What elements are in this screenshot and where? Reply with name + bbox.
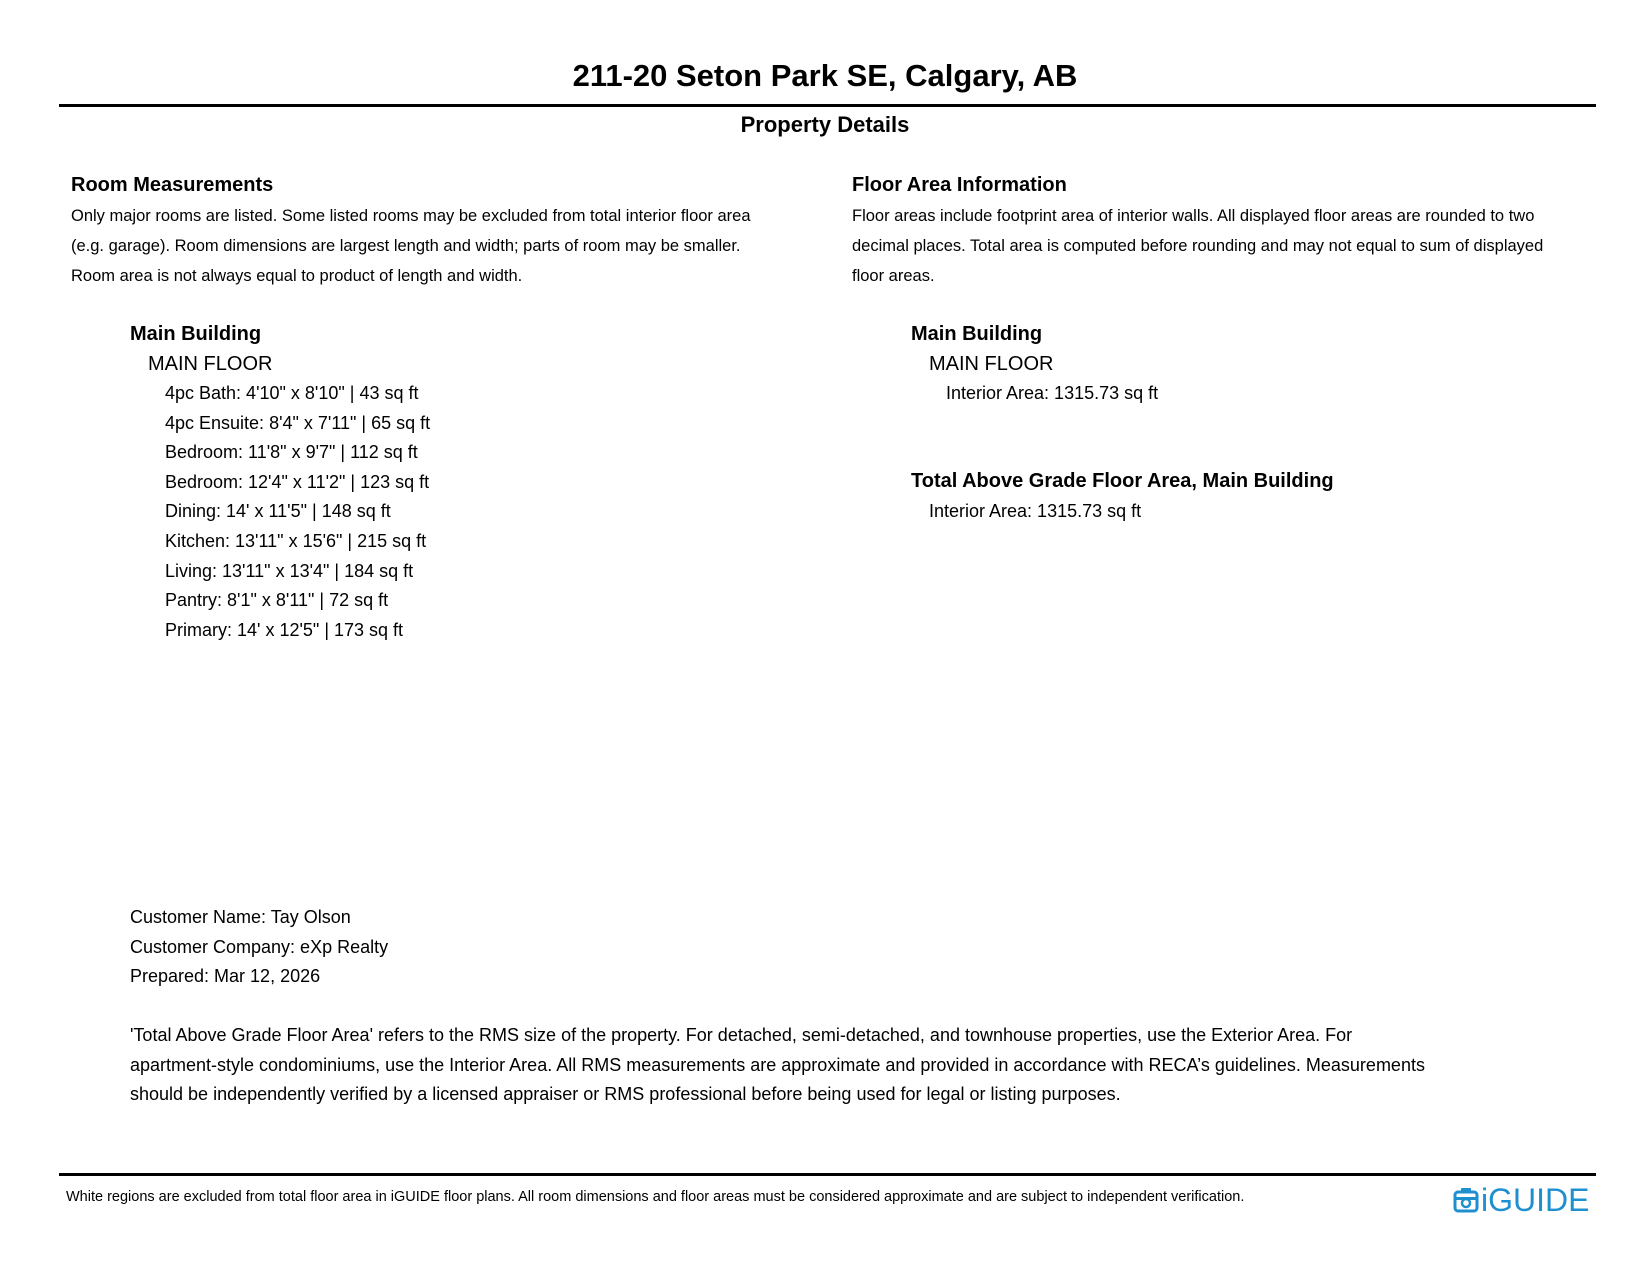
camera-icon bbox=[1453, 1186, 1479, 1214]
description-line: floor areas. bbox=[852, 267, 935, 285]
total-interior-area: Interior Area: 1315.73 sq ft bbox=[929, 501, 1142, 521]
room-measurements-description bbox=[71, 201, 831, 291]
room-item: Kitchen: 13'11" x 15'6" | 215 sq ft bbox=[165, 530, 427, 551]
room-item: Bedroom: 12'4" x 11'2" | 123 sq ft bbox=[165, 471, 430, 492]
iguide-logo bbox=[1453, 1182, 1589, 1218]
room-item: Dining: 14' x 11'5" | 148 sq ft bbox=[165, 501, 391, 522]
area-building-name: Main Building bbox=[911, 323, 1043, 345]
room-item: Living: 13'11" x 13'4" | 184 sq ft bbox=[165, 560, 414, 581]
room-list bbox=[165, 379, 430, 645]
footer-divider bbox=[59, 1173, 1596, 1176]
room-item: Bedroom: 11'8" x 9'7" | 112 sq ft bbox=[165, 442, 418, 463]
description-line: Only major rooms are listed. Some listed rooms may be excluded from total interior floor area bbox=[71, 207, 751, 225]
page-title: 211-20 Seton Park SE, Calgary, AB bbox=[572, 58, 1078, 93]
floor-interior-area: Interior Area: 1315.73 sq ft bbox=[946, 383, 1159, 403]
room-item: 4pc Ensuite: 8'4" x 7'11" | 65 sq ft bbox=[165, 412, 431, 433]
logo-text: iGUIDE bbox=[1481, 1182, 1590, 1218]
floor-area-heading: Floor Area Information bbox=[852, 174, 1067, 196]
room-item: Primary: 14' x 12'5" | 173 sq ft bbox=[165, 619, 404, 640]
customer-name: Customer Name: Tay Olson bbox=[130, 907, 351, 927]
room-floor-name: MAIN FLOOR bbox=[148, 353, 273, 375]
area-floor-name: MAIN FLOOR bbox=[929, 353, 1054, 375]
room-item: Pantry: 8'1" x 8'11" | 72 sq ft bbox=[165, 590, 389, 611]
prepared-date: Prepared: Mar 12, 2026 bbox=[130, 966, 321, 986]
disclaimer-line: apartment-style condominiums, use the Interior Area. All RMS measurements are approximate and provided in accordance with RECA’s guidelines. Measurements bbox=[130, 1054, 1425, 1075]
floor-area-description bbox=[852, 201, 1612, 291]
customer-info bbox=[130, 903, 388, 992]
description-line: Floor areas include footprint area of interior walls. All displayed floor areas are rounded to two bbox=[852, 207, 1535, 225]
disclaimer-line: should be independently verified by a licensed appraiser or RMS professional before being used for legal or listing purposes. bbox=[130, 1084, 1121, 1104]
description-line: (e.g. garage). Room dimensions are largest length and width; parts of room may be smaller. bbox=[71, 237, 741, 255]
total-area-heading: Total Above Grade Floor Area, Main Building bbox=[911, 470, 1334, 492]
description-line: Room area is not always equal to product of length and width. bbox=[71, 267, 523, 285]
disclaimer-line: 'Total Above Grade Floor Area' refers to the RMS size of the property. For detached, semi-detached, and townhouse properties, use the Exterior Area. For bbox=[130, 1025, 1353, 1045]
customer-company: Customer Company: eXp Realty bbox=[130, 936, 389, 957]
description-line: decimal places. Total area is computed before rounding and may not equal to sum of displayed bbox=[852, 237, 1544, 255]
room-item: 4pc Bath: 4'10" x 8'10" | 43 sq ft bbox=[165, 383, 419, 403]
page-subtitle: Property Details bbox=[740, 112, 910, 137]
room-building-name: Main Building bbox=[130, 323, 262, 345]
footer-note: White regions are excluded from total floor area in iGUIDE floor plans. All room dimensions and floor areas must be considered approximate and are subject to independent verification. bbox=[66, 1189, 1245, 1205]
header-divider bbox=[59, 104, 1596, 107]
room-measurements-heading: Room Measurements bbox=[71, 174, 274, 196]
rms-disclaimer bbox=[130, 1021, 1425, 1110]
